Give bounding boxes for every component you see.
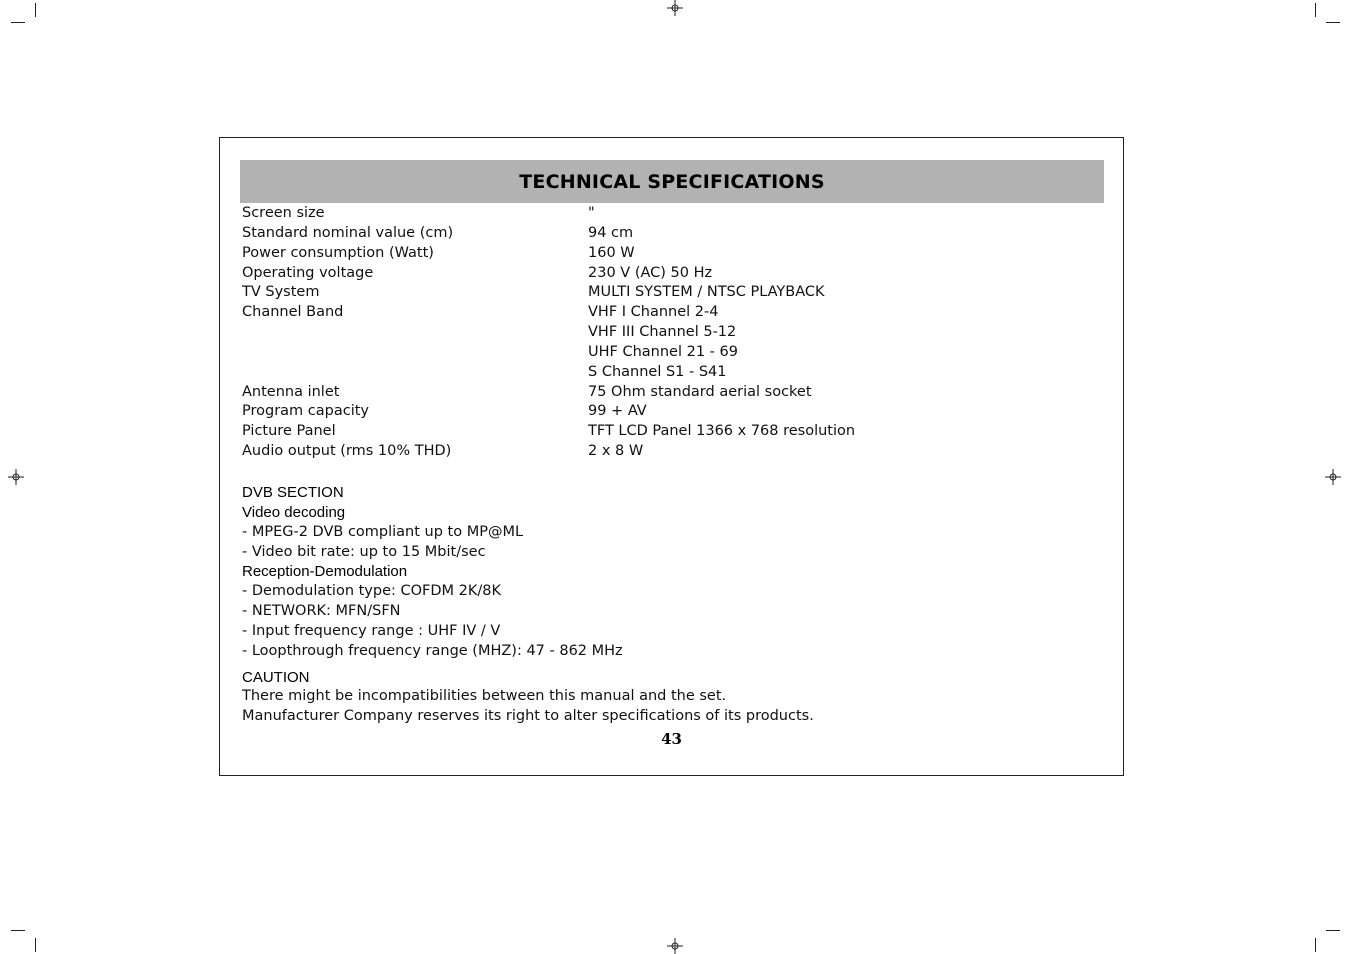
- caution-heading: CAUTION: [242, 668, 310, 686]
- spec-value: S Channel S1 - S41: [588, 363, 727, 380]
- spec-row: [242, 224, 1102, 244]
- spec-row: [242, 204, 1102, 224]
- registration-mark-icon: [667, 938, 683, 954]
- registration-mark-icon: [1325, 469, 1341, 485]
- spec-content: [242, 204, 1102, 727]
- list-item: - Demodulation type: COFDM 2K/8K: [242, 583, 502, 600]
- spec-value: 94 cm: [588, 224, 634, 241]
- video-decoding-heading: Video decoding: [242, 503, 346, 521]
- spec-row: [242, 264, 1102, 284]
- spec-value: VHF I Channel 2-4: [588, 304, 719, 321]
- spec-label: TV System: [242, 284, 320, 301]
- crop-mark: [11, 22, 25, 23]
- spec-label: Program capacity: [242, 403, 370, 420]
- spec-row: [242, 402, 1102, 422]
- list-item: - Input frequency range : UHF IV / V: [242, 622, 501, 639]
- spec-value: 230 V (AC) 50 Hz: [588, 264, 713, 281]
- spec-label: [242, 363, 588, 383]
- caution-text: Manufacturer Company reserves its right to alter specifications of its products.: [242, 708, 814, 725]
- spec-row: [242, 303, 1102, 323]
- crop-mark: [1326, 930, 1340, 931]
- spec-value: 160 W: [588, 244, 635, 261]
- spec-row: [242, 383, 1102, 403]
- spec-value: 2 x 8 W: [588, 443, 644, 460]
- crop-mark: [35, 3, 36, 17]
- spec-row: [242, 442, 1102, 462]
- registration-mark-icon: [667, 0, 683, 16]
- reception-heading: Reception-Demodulation: [242, 563, 408, 581]
- page-title: TECHNICAL SPECIFICATIONS: [519, 170, 825, 193]
- spec-value: VHF III Channel 5-12: [588, 324, 737, 341]
- spec-row: [242, 323, 1102, 343]
- spec-label: Audio output (rms 10% THD): [242, 443, 452, 460]
- spec-label: Channel Band: [242, 304, 344, 321]
- spec-row: [242, 244, 1102, 264]
- spec-value: ": [588, 205, 595, 221]
- crop-mark: [1315, 3, 1316, 17]
- spec-row: [242, 343, 1102, 363]
- list-item: - NETWORK: MFN/SFN: [242, 603, 401, 620]
- spec-value: UHF Channel 21 - 69: [588, 343, 738, 360]
- page-number: 43: [661, 730, 682, 748]
- list-item: - Loopthrough frequency range (MHZ): 47 - 862 MHz: [242, 642, 623, 659]
- registration-mark-icon: [8, 469, 24, 485]
- spec-value: 99 + AV: [588, 403, 647, 420]
- spec-table: [242, 204, 1102, 462]
- spec-row: [242, 363, 1102, 383]
- spec-label: Standard nominal value (cm): [242, 224, 454, 241]
- dvb-heading: DVB SECTION: [242, 483, 344, 501]
- caution-text: There might be incompatibilities between this manual and the set.: [242, 688, 727, 705]
- spec-row: [242, 283, 1102, 303]
- spec-label: [242, 343, 588, 363]
- list-item: - MPEG-2 DVB compliant up to MP@ML: [242, 523, 524, 540]
- spec-label: Antenna inlet: [242, 383, 340, 400]
- spec-value: 75 Ohm standard aerial socket: [588, 383, 812, 400]
- spec-label: Picture Panel: [242, 423, 336, 440]
- spec-label: Operating voltage: [242, 264, 374, 281]
- spec-value: MULTI SYSTEM / NTSC PLAYBACK: [588, 284, 825, 301]
- title-bar: [240, 160, 1104, 203]
- spec-label: [242, 323, 588, 343]
- spec-label: Power consumption (Watt): [242, 244, 434, 261]
- list-item: - Video bit rate: up to 15 Mbit/sec: [242, 543, 486, 560]
- crop-mark: [1326, 22, 1340, 23]
- spec-label: Screen size: [242, 205, 325, 221]
- crop-mark: [1315, 938, 1316, 952]
- crop-mark: [35, 938, 36, 952]
- spec-value: TFT LCD Panel 1366 x 768 resolution: [588, 423, 856, 440]
- crop-mark: [11, 930, 25, 931]
- spec-row: [242, 422, 1102, 442]
